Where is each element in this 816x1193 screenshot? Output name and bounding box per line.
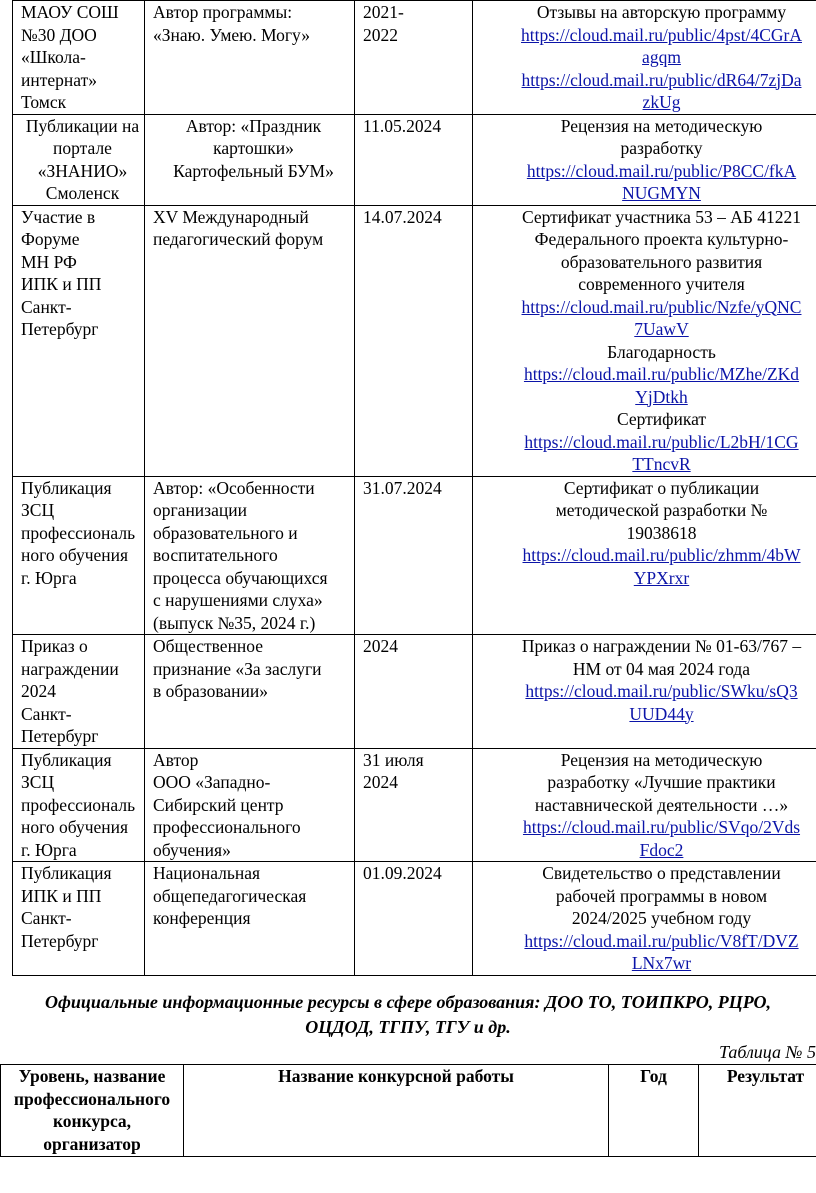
- cell-work-title-line: конференция: [153, 908, 251, 928]
- cell-organizer-line: профессиональ: [21, 522, 136, 543]
- cell-work-title-line: (выпуск №35, 2024 г.): [153, 612, 316, 633]
- cell-organizer: [13, 114, 145, 205]
- result-link[interactable]: Fdoc2: [639, 839, 684, 860]
- cell-organizer-line: «Школа-: [21, 47, 86, 67]
- cell-organizer-line: ИПК и ПП: [21, 885, 102, 906]
- result-text: Отзывы на авторскую программу: [536, 2, 787, 22]
- cell-organizer: [13, 748, 145, 862]
- cell-organizer-line: ЗСЦ: [21, 772, 55, 792]
- cell-organizer-line: ного обучения: [21, 817, 129, 837]
- result-text: Сертификат о публикации: [563, 477, 760, 498]
- cell-work-title-line: Картофельный БУМ»: [173, 160, 334, 181]
- cell-date: [355, 1, 473, 115]
- result-link[interactable]: 7UawV: [634, 319, 689, 339]
- cell-date: [355, 748, 473, 862]
- cell-result: [473, 114, 816, 205]
- cell-date-line: 2021-: [363, 2, 404, 22]
- cell-organizer-line: профессиональ: [21, 794, 136, 815]
- cell-work-title: [145, 635, 355, 749]
- cell-date-line: 2024: [363, 636, 398, 656]
- cell-work-title-line: с нарушениями слуха»: [153, 590, 323, 610]
- result-text: образовательного развития: [560, 251, 763, 272]
- cell-work-title-line: обучения»: [153, 839, 231, 860]
- result-text: методической разработки №: [555, 500, 768, 520]
- table-header-row: [1, 1065, 816, 1157]
- cell-organizer-line: г. Юрга: [21, 567, 77, 588]
- cell-work-title-line: Автор программы:: [153, 2, 293, 22]
- result-link[interactable]: zkUg: [642, 92, 681, 112]
- result-link[interactable]: NUGMYN: [622, 183, 701, 203]
- cell-work-title: [145, 205, 355, 476]
- cell-organizer-line: Приказ о: [21, 636, 88, 656]
- result-text: разработку «Лучшие практики: [547, 772, 776, 792]
- result-link[interactable]: https://cloud.mail.ru/public/P8CC/fkA: [526, 160, 797, 181]
- cell-organizer-line: Петербург: [21, 319, 99, 339]
- result-link[interactable]: TTncvR: [632, 454, 691, 474]
- cell-work-title-line: педагогический форум: [153, 229, 324, 249]
- cell-organizer: [13, 476, 145, 635]
- cell-date: [355, 205, 473, 476]
- table-row: [13, 205, 816, 476]
- cell-date-line: 14.07.2024: [363, 206, 442, 227]
- cell-organizer: [13, 1, 145, 115]
- result-link[interactable]: agqm: [642, 47, 681, 67]
- cell-result: [473, 476, 816, 635]
- result-text: Рецензия на методическую: [560, 749, 763, 770]
- cell-work-title-line: воспитательного: [153, 545, 278, 565]
- result-link[interactable]: https://cloud.mail.ru/public/dR64/7zjDa: [521, 69, 802, 90]
- cell-organizer-line: МАОУ СОШ: [21, 2, 119, 22]
- cell-work-title: [145, 114, 355, 205]
- header-work-title: Название конкурсной работы: [184, 1065, 609, 1157]
- contests-table: [0, 1064, 816, 1157]
- cell-date: [355, 114, 473, 205]
- result-link[interactable]: LNx7wr: [631, 953, 692, 973]
- cell-work-title-line: в образовании»: [153, 681, 269, 701]
- cell-organizer-line: г. Юрга: [21, 839, 77, 860]
- result-link[interactable]: https://cloud.mail.ru/public/Nzfe/yQNC: [521, 296, 802, 317]
- cell-date-line: 31 июля: [363, 749, 424, 770]
- cell-organizer: [13, 205, 145, 476]
- cell-date-line: 01.09.2024: [363, 863, 442, 883]
- cell-organizer-line: ИПК и ПП: [21, 274, 102, 294]
- result-text: Приказ о награждении № 01-63/767 –: [521, 636, 802, 656]
- result-text: разработку: [620, 138, 703, 158]
- cell-work-title-line: Автор: «Особенности: [153, 477, 315, 498]
- cell-organizer-line: №30 ДОО: [21, 24, 97, 45]
- result-text: 2024/2025 учебном году: [571, 908, 752, 928]
- cell-date-line: 11.05.2024: [363, 115, 442, 136]
- cell-organizer-line: Смоленск: [45, 183, 120, 203]
- header-result: Результат: [699, 1065, 816, 1157]
- result-text: Федерального проекта культурно-: [534, 229, 789, 249]
- cell-date-line: 2022: [363, 24, 398, 45]
- table-row: [13, 635, 816, 749]
- result-text: Свидетельство о представлении: [542, 863, 781, 883]
- result-link[interactable]: https://cloud.mail.ru/public/zhmm/4bW: [522, 545, 801, 565]
- cell-organizer-line: Участие в: [21, 206, 96, 227]
- cell-work-title-line: Автор: [153, 749, 199, 770]
- cell-organizer-line: Форуме: [21, 229, 80, 249]
- cell-work-title: [145, 748, 355, 862]
- achievements-table: [12, 0, 816, 976]
- header-level: Уровень, название профессионального конкурса, организатор: [1, 1065, 184, 1157]
- result-link[interactable]: UUD44y: [629, 703, 694, 724]
- cell-organizer-line: МН РФ: [21, 251, 77, 272]
- cell-result: [473, 1, 816, 115]
- result-text: наставнической деятельности …»: [534, 794, 789, 815]
- cell-result: [473, 205, 816, 476]
- result-text: 19038618: [626, 522, 697, 543]
- cell-work-title-line: Автор: «Праздник: [185, 115, 322, 136]
- cell-date-line: 31.07.2024: [363, 477, 442, 498]
- cell-work-title-line: ООО «Западно-: [153, 772, 271, 792]
- result-link[interactable]: https://cloud.mail.ru/public/MZhe/ZKd: [523, 364, 800, 384]
- cell-organizer-line: Санкт-: [21, 703, 72, 724]
- result-link[interactable]: https://cloud.mail.ru/public/V8fT/DVZ: [524, 930, 799, 951]
- result-text: современного учителя: [578, 274, 745, 294]
- result-link[interactable]: https://cloud.mail.ru/public/L2bH/1CG: [524, 431, 799, 452]
- cell-work-title-line: общепедагогическая: [153, 885, 307, 906]
- result-link[interactable]: YjDtkh: [635, 386, 688, 407]
- cell-organizer-line: портале: [53, 138, 112, 158]
- cell-organizer-line: награждении: [21, 658, 119, 679]
- cell-date: [355, 635, 473, 749]
- result-text: Благодарность: [607, 341, 716, 362]
- cell-work-title-line: Национальная: [153, 863, 261, 883]
- cell-date-line: 2024: [363, 772, 398, 792]
- table-caption: Таблица № 5: [718, 1042, 816, 1062]
- cell-work-title-line: профессионального: [153, 817, 301, 837]
- cell-work-title-line: признание «За заслуги: [153, 658, 322, 679]
- section-title: Официальные информационные ресурсы в сфере образования: ДОО ТО, ТОИПКРО, РЦРО, ОЦДОД, ТГПУ, ТГУ и др.: [45, 992, 771, 1037]
- cell-work-title-line: «Знаю. Умею. Могу»: [153, 24, 310, 45]
- table-row: [13, 748, 816, 862]
- result-text: НМ от 04 мая 2024 года: [572, 658, 751, 679]
- cell-organizer-line: Публикация: [21, 863, 112, 883]
- table-row: [13, 114, 816, 205]
- cell-organizer-line: Санкт-: [21, 296, 72, 317]
- cell-work-title: [145, 1, 355, 115]
- cell-organizer-line: интернат»: [21, 69, 97, 90]
- cell-organizer-line: Публикация: [21, 749, 112, 770]
- cell-organizer: [13, 635, 145, 749]
- result-text: рабочей программы в новом: [555, 885, 768, 906]
- cell-work-title-line: Общественное: [153, 636, 264, 656]
- header-year: Год: [609, 1065, 699, 1157]
- table-row: [13, 862, 816, 976]
- cell-result: [473, 748, 816, 862]
- cell-result: [473, 635, 816, 749]
- result-text: Сертификат: [616, 409, 707, 429]
- cell-organizer-line: «ЗНАНИО»: [37, 160, 128, 181]
- cell-work-title-line: картошки»: [213, 138, 294, 158]
- cell-organizer-line: ного обучения: [21, 545, 129, 565]
- cell-organizer-line: Томск: [21, 92, 67, 112]
- cell-organizer: [13, 862, 145, 976]
- result-link[interactable]: YPXrxr: [633, 567, 690, 588]
- cell-work-title: [145, 476, 355, 635]
- result-text: Рецензия на методическую: [560, 115, 763, 136]
- result-link[interactable]: https://cloud.mail.ru/public/SVqo/2Vds: [522, 817, 801, 837]
- result-text: Сертификат участника 53 – АБ 41221: [521, 206, 802, 227]
- cell-work-title-line: организации: [153, 500, 247, 520]
- cell-result: [473, 862, 816, 976]
- cell-organizer-line: Санкт-: [21, 908, 72, 928]
- cell-organizer-line: Публикация: [21, 477, 112, 498]
- cell-organizer-line: 2024: [21, 681, 56, 701]
- cell-organizer-line: Петербург: [21, 726, 99, 746]
- result-link[interactable]: https://cloud.mail.ru/public/SWku/sQ3: [525, 681, 798, 701]
- cell-work-title-line: образовательного и: [153, 522, 298, 543]
- table-row: [13, 1, 816, 115]
- cell-date: [355, 476, 473, 635]
- cell-work-title: [145, 862, 355, 976]
- cell-work-title-line: процесса обучающихся: [153, 567, 328, 588]
- cell-date: [355, 862, 473, 976]
- cell-organizer-line: ЗСЦ: [21, 500, 55, 520]
- cell-organizer-line: Петербург: [21, 930, 99, 951]
- table-row: [13, 476, 816, 635]
- cell-work-title-line: Сибирский центр: [153, 794, 284, 815]
- result-link[interactable]: https://cloud.mail.ru/public/4pst/4CGrA: [521, 24, 802, 45]
- cell-work-title-line: XV Международный: [153, 206, 309, 227]
- cell-organizer-line: Публикации на: [25, 115, 140, 136]
